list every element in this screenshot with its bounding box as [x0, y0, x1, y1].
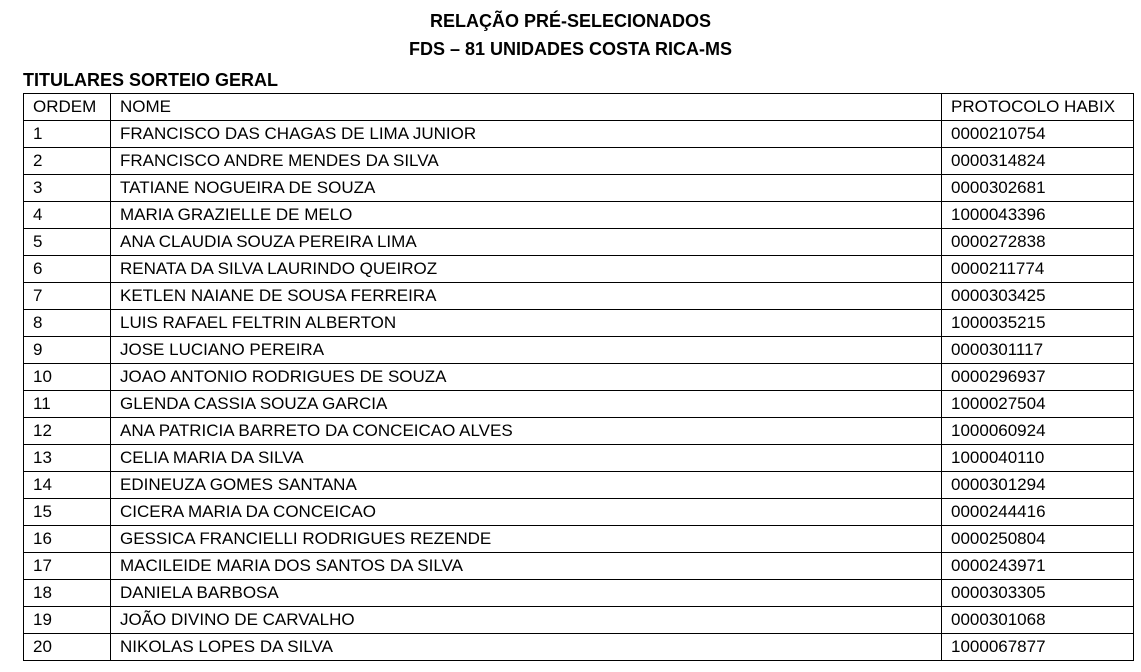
cell-protocolo: 0000301294: [942, 472, 1134, 499]
cell-nome: FRANCISCO ANDRE MENDES DA SILVA: [111, 148, 942, 175]
cell-protocolo: 0000211774: [942, 256, 1134, 283]
table-row: [24, 283, 1134, 310]
cell-protocolo: 1000035215: [942, 310, 1134, 337]
cell-nome: RENATA DA SILVA LAURINDO QUEIROZ: [111, 256, 942, 283]
section-title: TITULARES SORTEIO GERAL: [23, 70, 279, 90]
cell-ordem: 18: [24, 580, 111, 607]
table-row: [24, 499, 1134, 526]
cell-protocolo: 0000314824: [942, 148, 1134, 175]
cell-nome: GESSICA FRANCIELLI RODRIGUES REZENDE: [111, 526, 942, 553]
header-protocolo: PROTOCOLO HABIX: [942, 94, 1134, 121]
cell-nome: JOSE LUCIANO PEREIRA: [111, 337, 942, 364]
table-row: [24, 175, 1134, 202]
cell-nome: LUIS RAFAEL FELTRIN ALBERTON: [111, 310, 942, 337]
table-row: [24, 445, 1134, 472]
cell-nome: NIKOLAS LOPES DA SILVA: [111, 634, 942, 661]
cell-nome: MACILEIDE MARIA DOS SANTOS DA SILVA: [111, 553, 942, 580]
cell-protocolo: 1000027504: [942, 391, 1134, 418]
cell-ordem: 12: [24, 418, 111, 445]
cell-ordem: 20: [24, 634, 111, 661]
cell-ordem: 4: [24, 202, 111, 229]
table-body: [24, 121, 1134, 661]
cell-ordem: 11: [24, 391, 111, 418]
cell-ordem: 17: [24, 553, 111, 580]
cell-ordem: 14: [24, 472, 111, 499]
table-header-row: [24, 94, 1134, 121]
table-row: [24, 553, 1134, 580]
cell-protocolo: 0000210754: [942, 121, 1134, 148]
cell-nome: FRANCISCO DAS CHAGAS DE LIMA JUNIOR: [111, 121, 942, 148]
table-row: [24, 634, 1134, 661]
cell-protocolo: 1000043396: [942, 202, 1134, 229]
table-row: [24, 364, 1134, 391]
cell-protocolo: 0000296937: [942, 364, 1134, 391]
pre-selected-table: [23, 93, 1134, 661]
table-row: [24, 310, 1134, 337]
cell-protocolo: 0000301068: [942, 607, 1134, 634]
table-row: [24, 337, 1134, 364]
table-row: [24, 229, 1134, 256]
cell-ordem: 5: [24, 229, 111, 256]
table-row: [24, 472, 1134, 499]
cell-nome: ANA PATRICIA BARRETO DA CONCEICAO ALVES: [111, 418, 942, 445]
cell-nome: GLENDA CASSIA SOUZA GARCIA: [111, 391, 942, 418]
cell-protocolo: 0000303425: [942, 283, 1134, 310]
cell-ordem: 7: [24, 283, 111, 310]
cell-nome: TATIANE NOGUEIRA DE SOUZA: [111, 175, 942, 202]
cell-ordem: 10: [24, 364, 111, 391]
header-nome: NOME: [111, 94, 942, 121]
cell-ordem: 13: [24, 445, 111, 472]
table-row: [24, 391, 1134, 418]
cell-protocolo: 1000040110: [942, 445, 1134, 472]
cell-protocolo: 0000243971: [942, 553, 1134, 580]
cell-nome: DANIELA BARBOSA: [111, 580, 942, 607]
cell-ordem: 2: [24, 148, 111, 175]
cell-protocolo: 1000067877: [942, 634, 1134, 661]
cell-nome: CICERA MARIA DA CONCEICAO: [111, 499, 942, 526]
cell-ordem: 16: [24, 526, 111, 553]
cell-nome: JOÃO DIVINO DE CARVALHO: [111, 607, 942, 634]
table-row: [24, 202, 1134, 229]
cell-nome: MARIA GRAZIELLE DE MELO: [111, 202, 942, 229]
cell-ordem: 8: [24, 310, 111, 337]
cell-nome: EDINEUZA GOMES SANTANA: [111, 472, 942, 499]
cell-nome: ANA CLAUDIA SOUZA PEREIRA LIMA: [111, 229, 942, 256]
cell-ordem: 15: [24, 499, 111, 526]
table-row: [24, 121, 1134, 148]
cell-protocolo: 0000301117: [942, 337, 1134, 364]
document-subtitle: FDS – 81 UNIDADES COSTA RICA-MS: [408, 39, 733, 59]
table-row: [24, 607, 1134, 634]
cell-protocolo: 0000302681: [942, 175, 1134, 202]
cell-nome: KETLEN NAIANE DE SOUSA FERREIRA: [111, 283, 942, 310]
cell-protocolo: 0000303305: [942, 580, 1134, 607]
header-ordem: ORDEM: [24, 94, 111, 121]
cell-nome: CELIA MARIA DA SILVA: [111, 445, 942, 472]
table-row: [24, 148, 1134, 175]
cell-ordem: 6: [24, 256, 111, 283]
cell-protocolo: 0000244416: [942, 499, 1134, 526]
table-row: [24, 526, 1134, 553]
document-title: RELAÇÃO PRÉ-SELECIONADOS: [429, 11, 712, 31]
cell-protocolo: 1000060924: [942, 418, 1134, 445]
cell-nome: JOAO ANTONIO RODRIGUES DE SOUZA: [111, 364, 942, 391]
cell-protocolo: 0000272838: [942, 229, 1134, 256]
cell-ordem: 3: [24, 175, 111, 202]
cell-ordem: 9: [24, 337, 111, 364]
cell-protocolo: 0000250804: [942, 526, 1134, 553]
cell-ordem: 19: [24, 607, 111, 634]
table-row: [24, 418, 1134, 445]
table-row: [24, 256, 1134, 283]
table-row: [24, 580, 1134, 607]
cell-ordem: 1: [24, 121, 111, 148]
